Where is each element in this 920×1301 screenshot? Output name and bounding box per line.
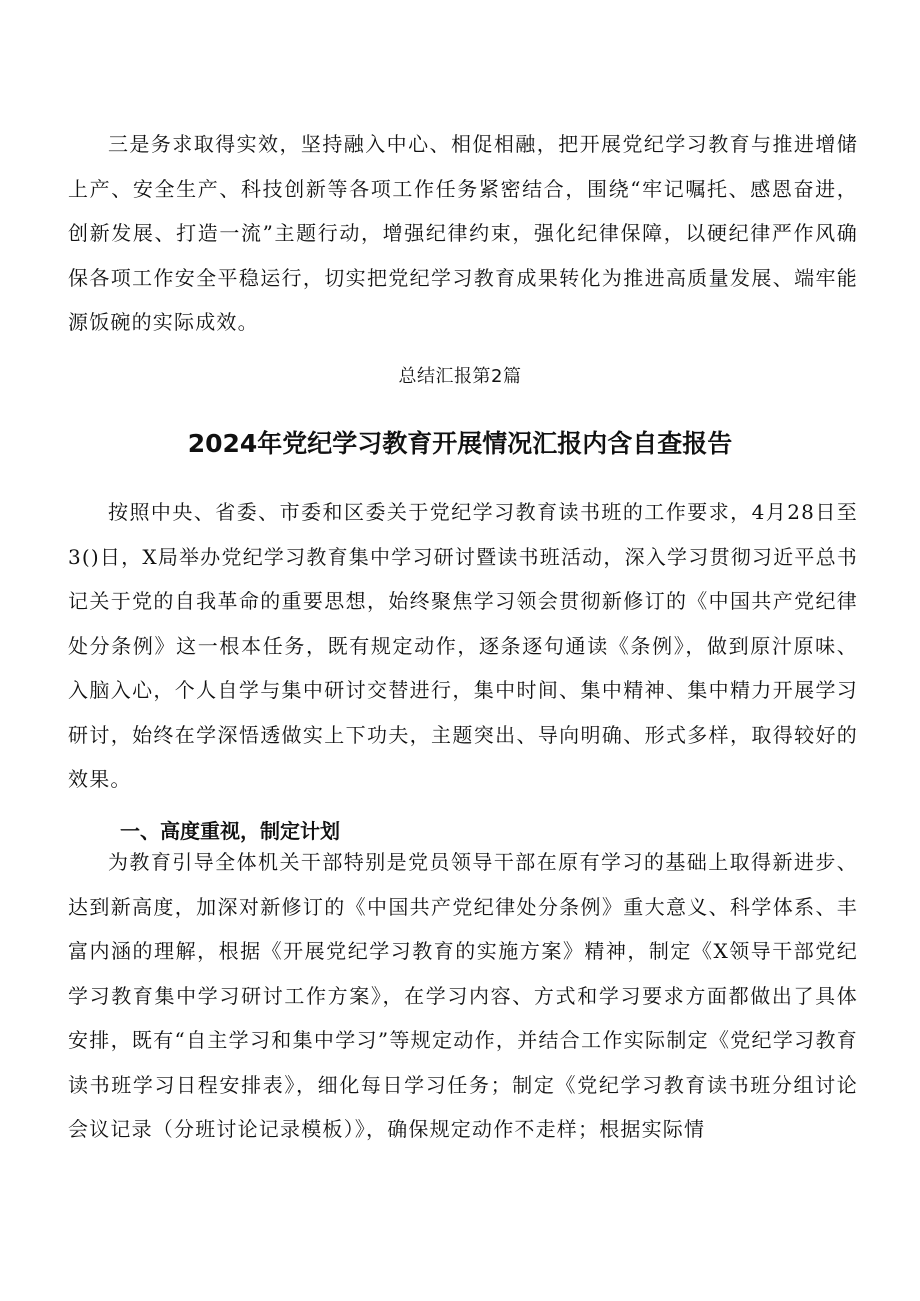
- document-title: 2024年党纪学习教育开展情况汇报内含自查报告: [187, 429, 733, 458]
- body-paragraph-2: 按照中央、省委、市委和区委关于党纪学习教育读书班的工作要求，4月28日至3()日，X局举办党纪学习教育集中学习研讨暨读书班活动，深入学习贯彻习近平总书记关于党的自我革命的重要思想，始终聚焦学习领会贯彻新修订的《中国共产党纪律处分条例》这一根本任务，既有规定动作，逐条逐句通读《条例》，做到原汁原味、入脑入心，个人自学与集中研讨交替进行，集中时间、集中精神、集中精力开展学习研讨，始终在学深悟透做实上下功夫，主题突出、导向明确、形式多样，取得较好的效果。: [68, 500, 858, 791]
- intro-paragraph: 三是务求取得实效，坚持融入中心、相促相融，把开展党纪学习教育与推进增储上产、安全生产、科技创新等各项工作任务紧密结合，围绕“牢记嘱托、感恩奋进，创新发展、打造一流”主题行动，增强纪律约束，强化纪律保障，以硬纪律严作风确保各项工作安全平稳运行，切实把党纪学习教育成果转化为推进高质量发展、端牢能源饭碗的实际成效。: [68, 132, 858, 334]
- document-subtitle: 总结汇报第2篇: [398, 366, 522, 387]
- section-heading-1: 一、高度重视，制定计划: [120, 819, 340, 843]
- body-paragraph-3: 为教育引导全体机关干部特别是党员领导干部在原有学习的基础上取得新进步、达到新高度，加深对新修订的《中国共产党纪律处分条例》重大意义、科学体系、丰富内涵的理解，根据《开展党纪学习教育的实施方案》精神，制定《X领导干部党纪学习教育集中学习研讨工作方案》，在学习内容、方式和学习要求方面都做出了具体安排，既有“自主学习和集中学习”等规定动作，并结合工作实际制定《党纪学习教育读书班学习日程安排表》，细化每日学习任务；制定《党纪学习教育读书班分组讨论会议记录（分班讨论记录模板）》，确保规定动作不走样；根据实际情: [68, 850, 858, 1141]
